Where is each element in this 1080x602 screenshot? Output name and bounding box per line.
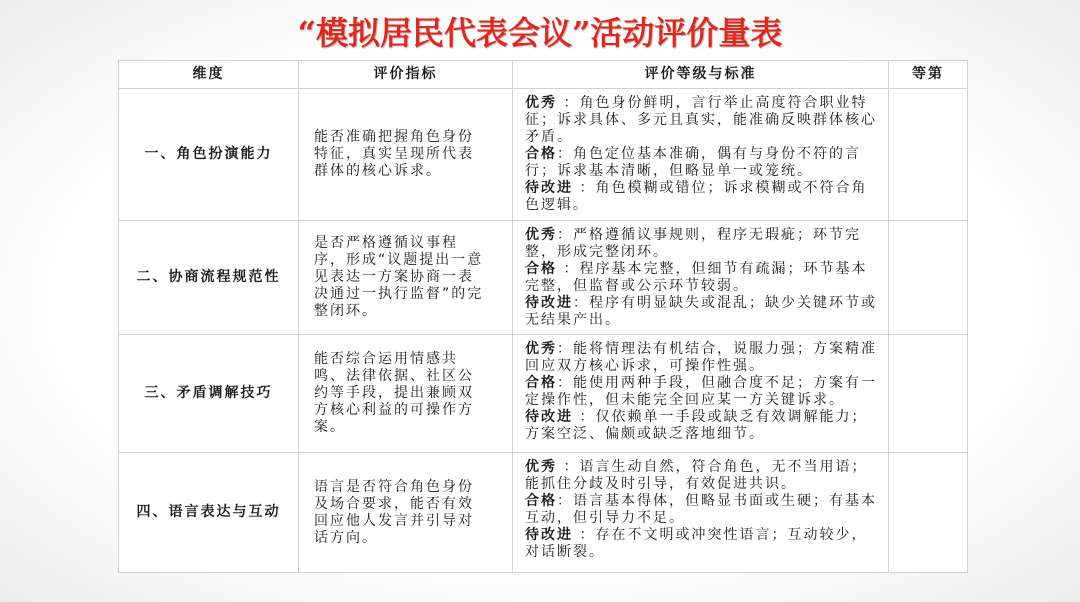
- level-excellent: [525, 459, 878, 493]
- table-row: [119, 453, 968, 573]
- grade-cell[interactable]: [889, 221, 968, 335]
- grade-cell[interactable]: [889, 89, 968, 221]
- level-label: 合格: [525, 375, 557, 391]
- indicator-cell: 语言是否符合角色身份及场合要求，能否有效回应他人发言并引导对话方向。: [299, 453, 513, 573]
- level-label: 待改进: [525, 295, 573, 311]
- level-improve: [525, 409, 878, 443]
- level-pass: [525, 493, 878, 527]
- header-dimension: 维度: [119, 61, 299, 89]
- level-pass: [525, 261, 878, 295]
- level-label: 待改进: [525, 180, 573, 196]
- level-label: 合格: [525, 261, 557, 277]
- table-row: [119, 335, 968, 453]
- level-text: ：角色身份鲜明，言行举止高度符合职业特征；诉求具体、多元且真实，能准确反映群体核心矛盾。: [525, 95, 877, 145]
- level-improve: [525, 527, 878, 561]
- level-label: 优秀: [525, 341, 557, 357]
- dimension-cell: 三、矛盾调解技巧: [119, 335, 299, 453]
- level-excellent: [525, 341, 878, 375]
- level-text: ：能将情理法有机结合，说服力强；方案精准回应双方核心诉求，可操作性强。: [525, 341, 877, 374]
- level-improve: [525, 180, 878, 214]
- level-text: ：语言生动自然，符合角色，无不当用语；能抓住分歧及时引导，有效促进共识。: [525, 459, 868, 492]
- table-row: [119, 221, 968, 335]
- indicator-cell: 能否准确把握角色身份特征，真实呈现所代表群体的核心诉求。: [299, 89, 513, 221]
- level-label: 待改进: [525, 527, 573, 543]
- level-text: ：程序基本完整，但细节有疏漏；环节基本完整，但监督或公示环节较弱。: [525, 261, 868, 294]
- criteria-cell: [513, 335, 889, 453]
- level-text: ：程序有明显缺失或混乱；缺少关键环节或无结果产出。: [525, 295, 877, 328]
- dimension-cell: 一、角色扮演能力: [119, 89, 299, 221]
- dimension-cell: 二、协商流程规范性: [119, 221, 299, 335]
- indicator-cell: 是否严格遵循议事程序，形成“议题提出一意见表达一方案协商一表决通过一执行监督”的完整闭环。: [299, 221, 513, 335]
- grade-cell[interactable]: [889, 335, 968, 453]
- level-text: ：存在不文明或冲突性语言；互动较少，对话断裂。: [525, 527, 868, 560]
- level-pass: [525, 146, 878, 180]
- level-pass: [525, 375, 878, 409]
- dimension-cell: 四、语言表达与互动: [119, 453, 299, 573]
- level-label: 优秀: [525, 95, 557, 111]
- level-label: 合格: [525, 493, 557, 509]
- criteria-cell: [513, 89, 889, 221]
- level-text: ：语言基本得体，但略显书面或生硬；有基本互动，但引导力不足。: [525, 493, 877, 526]
- level-label: 合格: [525, 146, 557, 162]
- level-text: ：角色定位基本准确，偶有与身份不符的言行；诉求基本清晰，但略显单一或笼统。: [525, 146, 861, 179]
- indicator-cell: 能否综合运用情感共鸣、法律依据、社区公约等手段，提出兼顾双方核心利益的可操作方案。: [299, 335, 513, 453]
- table-row: [119, 89, 968, 221]
- evaluation-rubric-table: [118, 60, 968, 573]
- level-excellent: [525, 95, 878, 146]
- level-label: 优秀: [525, 227, 557, 243]
- table-header-row: [119, 61, 968, 89]
- grade-cell[interactable]: [889, 453, 968, 573]
- criteria-cell: [513, 453, 889, 573]
- level-text: ：能使用两种手段，但融合度不足；方案有一定操作性，但未能完全回应某一方关键诉求。: [525, 375, 877, 408]
- criteria-cell: [513, 221, 889, 335]
- level-text: ：仅依赖单一手段或缺乏有效调解能力；方案空泛、偏颇或缺乏落地细节。: [525, 409, 868, 442]
- page-title: “模拟居民代表会议”活动评价量表: [297, 14, 783, 52]
- level-excellent: [525, 227, 878, 261]
- level-label: 优秀: [525, 459, 557, 475]
- level-label: 待改进: [525, 409, 573, 425]
- level-text: ：角色模糊或错位；诉求模糊或不符合角色逻辑。: [525, 180, 868, 213]
- header-criteria: 评价等级与标准: [513, 61, 889, 89]
- level-improve: [525, 295, 878, 329]
- header-indicator: 评价指标: [299, 61, 513, 89]
- level-text: ：严格遵循议事规则，程序无瑕疵；环节完整，形成完整闭环。: [525, 227, 861, 260]
- header-grade: 等第: [889, 61, 968, 89]
